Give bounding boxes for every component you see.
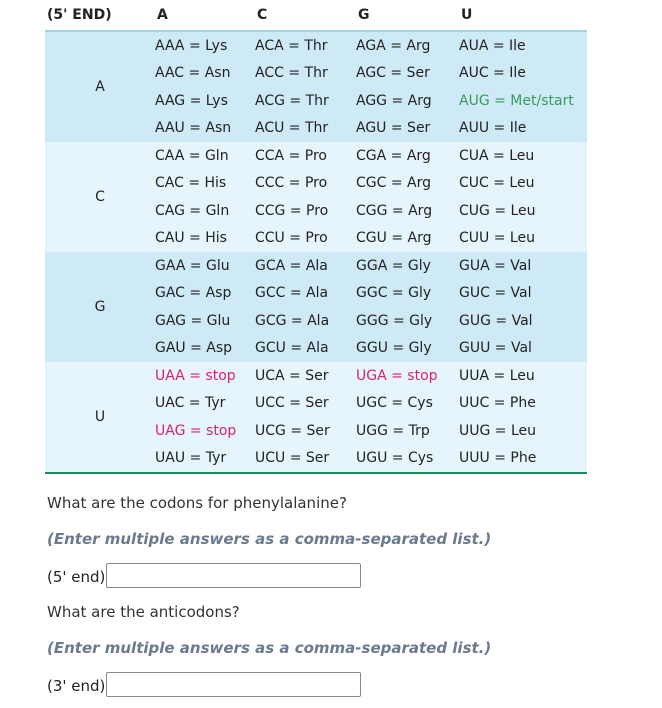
codon-cell bbox=[459, 362, 587, 390]
codon-text: CAC = His bbox=[155, 175, 227, 192]
codon-cell bbox=[255, 170, 356, 198]
codon-text: CUU = Leu bbox=[459, 230, 535, 247]
codon-text: AAC = Asn bbox=[155, 65, 231, 82]
codon-text: GGA = Gly bbox=[356, 257, 431, 274]
codon-cell bbox=[356, 197, 459, 225]
codon-text: AUG = Met/start bbox=[459, 92, 574, 109]
codon-cell bbox=[255, 197, 356, 225]
codon-cell bbox=[255, 115, 356, 143]
codon-cell bbox=[255, 225, 356, 253]
codon-cell bbox=[356, 307, 459, 335]
codon-cell bbox=[356, 31, 459, 60]
codon-cell bbox=[459, 225, 587, 253]
codon-text: CCG = Pro bbox=[255, 202, 329, 219]
column-header-g: G bbox=[358, 7, 370, 23]
codon-text: CGG = Arg bbox=[356, 202, 433, 219]
codon-text: GCG = Ala bbox=[255, 312, 330, 329]
codon-row bbox=[45, 362, 587, 390]
codon-text: AGG = Arg bbox=[356, 92, 432, 109]
codon-row bbox=[45, 31, 587, 60]
codon-text: ACA = Thr bbox=[255, 37, 328, 54]
codon-cell bbox=[255, 417, 356, 445]
first-base-label: A bbox=[45, 31, 155, 142]
codon-text: UCG = Ser bbox=[255, 422, 330, 439]
codon-text: UUC = Phe bbox=[459, 395, 536, 412]
codon-text: AAA = Lys bbox=[155, 37, 228, 54]
codon-cell bbox=[255, 362, 356, 390]
codon-text: CGC = Arg bbox=[356, 175, 432, 192]
codon-cell bbox=[255, 307, 356, 335]
codon-cell bbox=[356, 142, 459, 170]
codon-text: GGU = Gly bbox=[356, 340, 432, 357]
codon-text: ACG = Thr bbox=[255, 92, 329, 109]
codon-text: UAA = stop bbox=[155, 367, 236, 384]
codon-text: UAG = stop bbox=[155, 422, 237, 439]
codon-cell bbox=[255, 31, 356, 60]
codon-text: CGA = Arg bbox=[356, 147, 431, 164]
question-1-hint: (Enter multiple answers as a comma-separated list.) bbox=[47, 530, 492, 548]
codon-text: GCC = Ala bbox=[255, 285, 329, 302]
codon-cell bbox=[155, 142, 255, 170]
codon-cell bbox=[155, 417, 255, 445]
codon-text: ACU = Thr bbox=[255, 120, 329, 137]
codon-cell bbox=[459, 31, 587, 60]
codon-text: CCA = Pro bbox=[255, 147, 327, 164]
codon-text: CCU = Pro bbox=[255, 230, 328, 247]
first-base-label: C bbox=[45, 142, 155, 252]
codon-text: UCA = Ser bbox=[255, 367, 329, 384]
codon-text: GUC = Val bbox=[459, 285, 532, 302]
codon-text: AUA = Ile bbox=[459, 37, 526, 54]
codon-cell bbox=[459, 170, 587, 198]
codon-cell bbox=[459, 60, 587, 88]
codon-cell bbox=[155, 87, 255, 115]
codon-cell bbox=[155, 280, 255, 308]
codon-cell bbox=[459, 335, 587, 363]
end-label: (5' END) bbox=[47, 7, 112, 23]
codon-table bbox=[45, 30, 587, 474]
anticodons-answer-input[interactable] bbox=[106, 672, 361, 697]
codon-cell bbox=[356, 87, 459, 115]
codon-text: UUU = Phe bbox=[459, 450, 537, 467]
codon-text: AAU = Asn bbox=[155, 120, 232, 137]
question-2-hint: (Enter multiple answers as a comma-separated list.) bbox=[47, 639, 492, 657]
codon-cell bbox=[459, 390, 587, 418]
codon-cell bbox=[356, 252, 459, 280]
codon-table-header bbox=[45, 0, 587, 30]
question-1-text: What are the codons for phenylalanine? bbox=[47, 494, 347, 512]
codon-cell bbox=[155, 307, 255, 335]
column-header-c: C bbox=[257, 7, 268, 23]
codon-cell bbox=[255, 445, 356, 474]
codon-cell bbox=[459, 417, 587, 445]
codon-text: ACC = Thr bbox=[255, 65, 328, 82]
codon-text: UUG = Leu bbox=[459, 422, 537, 439]
codon-text: CAU = His bbox=[155, 230, 227, 247]
codon-text: GGG = Gly bbox=[356, 312, 433, 329]
five-prime-end-label: (5' end) bbox=[47, 568, 106, 586]
codon-cell bbox=[255, 280, 356, 308]
codon-text: GAC = Asp bbox=[155, 285, 232, 302]
codon-cell bbox=[155, 445, 255, 474]
codon-cell bbox=[356, 390, 459, 418]
codon-text: CCC = Pro bbox=[255, 175, 328, 192]
codon-cell bbox=[459, 87, 587, 115]
codon-text: GAG = Glu bbox=[155, 312, 231, 329]
codon-cell bbox=[356, 170, 459, 198]
codon-cell bbox=[356, 280, 459, 308]
codon-text: UGU = Cys bbox=[356, 450, 434, 467]
codon-text: UUA = Leu bbox=[459, 367, 535, 384]
codon-text: GUU = Val bbox=[459, 340, 532, 357]
column-header-a: A bbox=[157, 7, 168, 23]
codon-text: GUA = Val bbox=[459, 257, 532, 274]
codon-cell bbox=[356, 115, 459, 143]
codon-text: CUG = Leu bbox=[459, 202, 536, 219]
codon-cell bbox=[155, 115, 255, 143]
codon-text: CAG = Gln bbox=[155, 202, 230, 219]
codon-cell bbox=[255, 142, 356, 170]
codon-cell bbox=[155, 252, 255, 280]
question-2-text: What are the anticodons? bbox=[47, 603, 240, 621]
codon-cell bbox=[155, 170, 255, 198]
codon-cell bbox=[459, 252, 587, 280]
codon-text: GGC = Gly bbox=[356, 285, 432, 302]
codon-cell bbox=[155, 362, 255, 390]
codon-text: UCC = Ser bbox=[255, 395, 329, 412]
codon-cell bbox=[356, 335, 459, 363]
codon-cell bbox=[255, 335, 356, 363]
codon-cell bbox=[255, 60, 356, 88]
codon-text: UAU = Tyr bbox=[155, 450, 227, 467]
column-header-u: U bbox=[461, 7, 473, 23]
codon-text: AGU = Ser bbox=[356, 120, 431, 137]
codon-cell bbox=[459, 142, 587, 170]
codon-cell bbox=[255, 87, 356, 115]
codon-text: GAU = Asp bbox=[155, 340, 233, 357]
codon-cell bbox=[356, 225, 459, 253]
codon-cell bbox=[459, 115, 587, 143]
codon-text: AGC = Ser bbox=[356, 65, 430, 82]
codon-cell bbox=[155, 60, 255, 88]
first-base-label: G bbox=[45, 252, 155, 362]
codon-cell bbox=[459, 197, 587, 225]
codon-cell bbox=[255, 390, 356, 418]
codon-text: GAA = Glu bbox=[155, 257, 230, 274]
codon-text: CGU = Arg bbox=[356, 230, 432, 247]
codon-text: UAC = Tyr bbox=[155, 395, 226, 412]
codon-cell bbox=[459, 445, 587, 474]
codon-cell bbox=[255, 252, 356, 280]
codon-cell bbox=[155, 31, 255, 60]
codon-text: CAA = Gln bbox=[155, 147, 229, 164]
codon-text: AUU = Ile bbox=[459, 120, 527, 137]
codon-text: UGA = stop bbox=[356, 367, 438, 384]
codon-cell bbox=[356, 60, 459, 88]
codon-cell bbox=[155, 390, 255, 418]
codon-cell bbox=[459, 280, 587, 308]
codon-text: UGG = Trp bbox=[356, 422, 430, 439]
codon-row bbox=[45, 252, 587, 280]
codon-text: GUG = Val bbox=[459, 312, 533, 329]
codon-text: AGA = Arg bbox=[356, 37, 431, 54]
codon-text: CUC = Leu bbox=[459, 175, 535, 192]
codon-text: CUA = Leu bbox=[459, 147, 535, 164]
codon-cell bbox=[155, 335, 255, 363]
codon-text: AAG = Lys bbox=[155, 92, 228, 109]
codon-text: GCA = Ala bbox=[255, 257, 328, 274]
codon-cell bbox=[155, 197, 255, 225]
first-base-label: U bbox=[45, 362, 155, 473]
codons-answer-input[interactable] bbox=[106, 563, 361, 588]
codon-text: AUC = Ile bbox=[459, 65, 526, 82]
codon-cell bbox=[356, 362, 459, 390]
codon-cell bbox=[356, 445, 459, 474]
codon-cell bbox=[459, 307, 587, 335]
codon-cell bbox=[356, 417, 459, 445]
three-prime-end-label: (3' end) bbox=[47, 677, 106, 695]
codon-text: UCU = Ser bbox=[255, 450, 330, 467]
codon-row bbox=[45, 142, 587, 170]
codon-text: GCU = Ala bbox=[255, 340, 329, 357]
codon-cell bbox=[155, 225, 255, 253]
codon-text: UGC = Cys bbox=[356, 395, 433, 412]
